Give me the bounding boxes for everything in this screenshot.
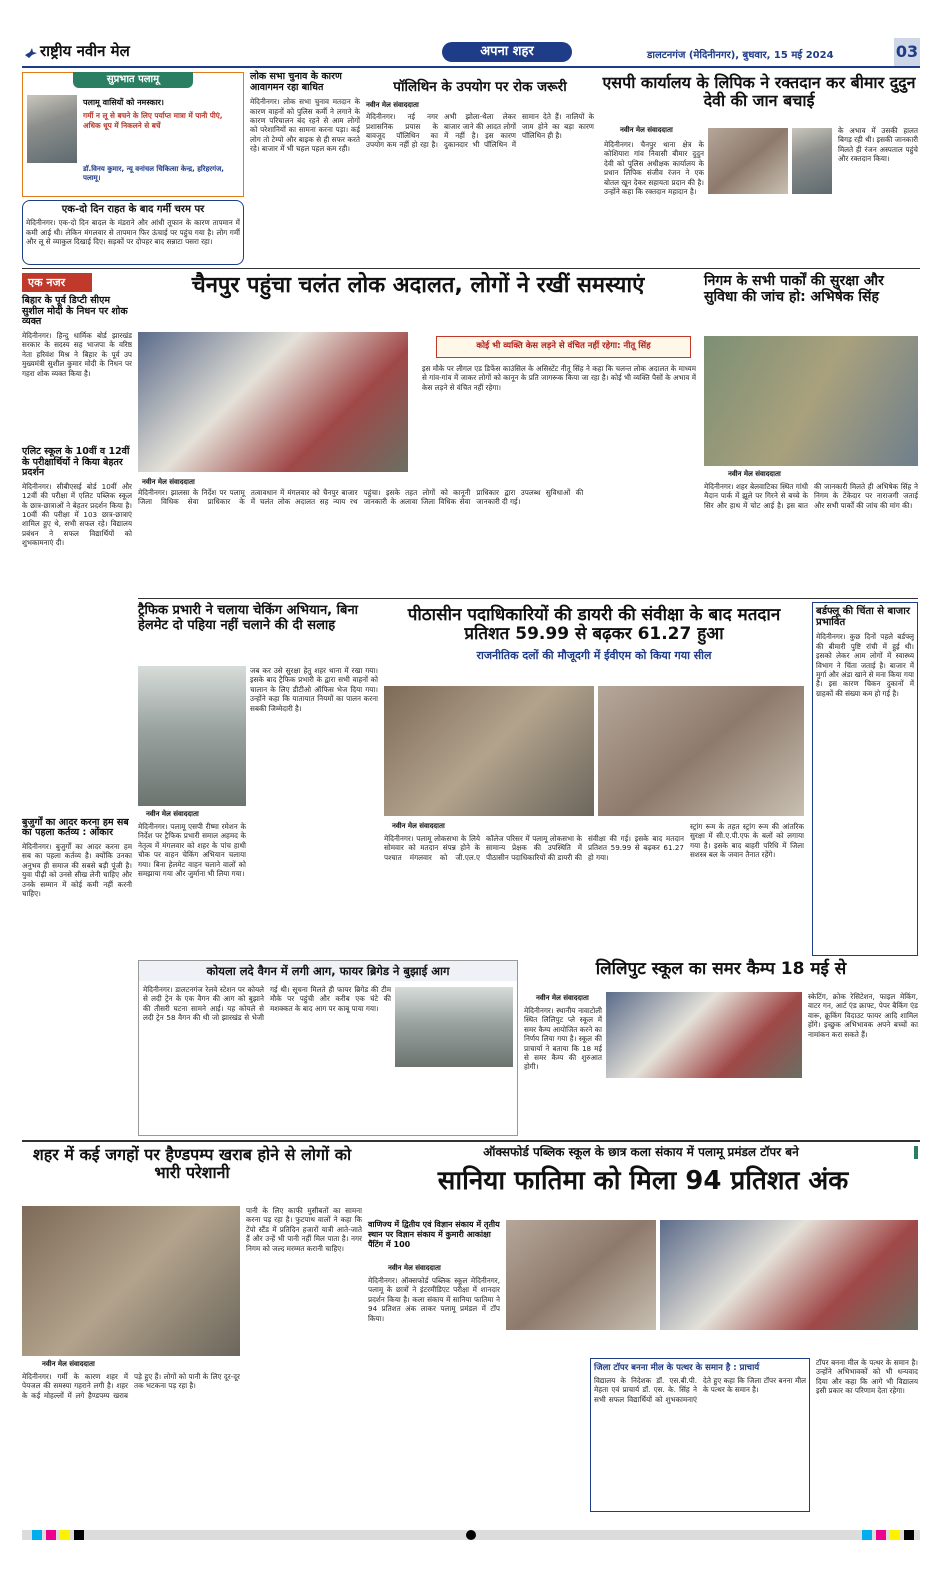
ek-nazar-body-2: मेदिनीनगर। सीबीएसई बोर्ड 10वीं और 12वीं की परीक्षा में एलिट पब्लिक स्कूल के छात्र-छात्राओं ने बेहतर प्रदर्शन किया है। 10वीं की परीक्षा में 103 छात्र-छात्राएं शामिल हुए थे, सभी सफल रहे। विद्यालय प्रबंधन ने सफल विद्यार्थियों को शुभकामनाएं दी। bbox=[22, 481, 132, 548]
liliput-headline: लिलिपुट स्कूल का समर कैम्प 18 मई से bbox=[595, 959, 847, 979]
traffic-byline: नवीन मेल संवाददाता bbox=[146, 810, 199, 818]
handpump-body: मेदिनीनगर। गर्मी के कारण शहर में पेयजल की समस्या गहराने लगी है। शहर के कई मोहल्लों में लगे हैण्डपम्प खराब पड़े हुए हैं। लोगों को पानी के लिए दूर-दूर तक भटकना पड़ रहा है। bbox=[22, 1372, 240, 1400]
liliput-story bbox=[524, 960, 918, 1136]
blood-body: मेदिनीनगर। चैनपुर थाना क्षेत्र के कोशियारा गांव निवासी बीमार दुदुन देवी को पुलिस अधीक्षक कार्यालय के प्रधान लिपिक संजीव रंजन ने एक बोतल खून देकर सहायता प्रदान की है। उन्होंने कहा कि रक्तदान महादान है। bbox=[604, 140, 704, 197]
ek-nazar-headline-1: बिहार के पूर्व डिप्टी सीएम सुशील मोदी के निधन पर शोक व्यक्त bbox=[22, 295, 128, 328]
masthead bbox=[22, 38, 920, 68]
lok-adalat-body: मेदिनीनगर। झालसा के निर्देश पर पलामू जिला विधिक सेवा प्राधिकार के तत्वावधान में मंगलवार को चैनपुर बाजार में चलंत लोक अदालत सह न्याय रथ पहुंचा। इसके तहत लोगों को कानूनी जानकारी के अलावा जिला विधिक सेवा प्राधिकार द्वारा उपलब्ध सुविधाओं की जानकारी दी गई। bbox=[138, 488, 584, 507]
lok-adalat-byline: नवीन मेल संवाददाता bbox=[142, 478, 195, 486]
parks-body: मेदिनीनगर। शहर बेलवाटिका स्थित गांधी मैदान पार्क में झूले पर गिरने से बच्चे के सिर और हाथ में चोट आई है। इस बात की जानकारी मिलते ही अभिषेक सिंह ने निगम के टेंकेदार पर नाराजगी जताई और सभी पार्कों की जांच की मांग की। bbox=[704, 482, 918, 510]
traffic-headline: ट्रैफिक प्रभारी ने चलाया चेकिंग अभियान, बिना हेलमेट दो पहिया नहीं चलाने की दी सलाह bbox=[138, 603, 359, 633]
oxford-principal-box bbox=[590, 1358, 810, 1512]
traffic-body-right: जब कर उसे सुरक्षा हेतु शहर थाना में रखा गया। इसके बाद ट्रैफिक प्रभारी के द्वारा सभी वाहनों को चालान के लिए डीटीओ ऑफिस भेज दिया गया। उन्होंने कहा कि यातायात नियमों का पालन करना सबकी जिम्मेदारी है। bbox=[250, 666, 378, 713]
handpump-photo bbox=[22, 1206, 240, 1356]
oxford-photo-left bbox=[506, 1220, 656, 1330]
color-swatch-cyan-2 bbox=[862, 1530, 872, 1540]
oxford-headline: सानिया फातिमा को मिला 94 प्रतिशत अंक bbox=[437, 1166, 849, 1197]
blood-story bbox=[600, 74, 918, 264]
section-banner bbox=[442, 42, 572, 62]
color-swatch-cyan bbox=[32, 1530, 42, 1540]
greeting-message: गर्मी न लू से बचने के लिए पर्याप्त मात्रा में पानी पीएं, अधिक धूप में निकलने से बचें bbox=[83, 111, 223, 130]
liliput-body-right: स्केटिंग, क्रोक रेसिटेशन, फाइल मेकिंग, वाटर गन, आर्ट एंड क्राफ्ट, पेपर बैकिंग एंड वारू, क्रूकिंग विदाउट फायर आदि शामिल होंगे। इच्छुक अभिभावक अपने बच्चों का नामांकन करा सकते हैं। bbox=[808, 992, 918, 1039]
parks-photo bbox=[704, 336, 918, 466]
ek-nazar-column bbox=[22, 273, 132, 1073]
oxford-box-title: जिला टॉपर बनना मील के पत्थर के समान है : प्राचार्य bbox=[594, 1363, 760, 1373]
turnout-body: मेदिनीनगर। पलामू लोकसभा के लिये सोमवार को मतदान संपन्न होने के पश्चात मंगलवार को जी.एल.ए कॉलेज परिसर में पलामू लोकसभा के सामान्य प्रेक्षक की उपस्थिति में पीठासीन पदाधिकारियों की डायरी की संवीक्षा की गई। इसके बाद मतदान प्रतिशत 59.99 से बढ़कर 61.27 हो गया। bbox=[384, 834, 684, 862]
color-swatch-magenta-2 bbox=[876, 1530, 886, 1540]
liliput-body: मेदिनीनगर। स्थानीय नावाटोली स्थित लिलिपुट प्ले स्कूल में समर कैम्प आयोजित करने का निर्णय लिया गया है। स्कूल की प्राचार्या ने बताया कि 18 मई से समर कैम्प की शुरुआत होगी। bbox=[524, 1006, 602, 1072]
polythene-body: मेदिनीनगर। नई नगर प्रशासनिक प्रयास के बावजूद पॉलिथिन का उपयोग कम नहीं हो रहा है। अभी झोला-थैला लेकर बाजार जाने की आदत लोगों में नहीं है। इस कारण दुकानदार भी पॉलिथिन में सामान देते हैं। नालियों के जाम होने का बड़ा कारण पॉलिथिन ही है। bbox=[366, 112, 594, 150]
coal-fire-story bbox=[138, 960, 518, 1136]
oxford-body: मेदिनीनगर। ऑक्सफोर्ड पब्लिक स्कूल मेदिनीनगर, पलामू के छात्रों ने इंटरमीडिएट परीक्षा में शानदार प्रदर्शन किया है। कला संकाय में सानिया फातिमा ने 94 प्रतिशत अंक लाकर पलामू प्रमंडल में टॉप किया। bbox=[368, 1276, 500, 1323]
turnout-body-right: स्ट्रांग रूम के तहत स्ट्रांग रूम की आंतरिक सुरक्षा में सी.ए.पी.एफ के बलों को लगाया गया है। इसके बाद बाहरी परिधि में जिला सशस्त्र बल के जवान तैनात रहेंगे। bbox=[690, 822, 804, 860]
coal-fire-body: मेदिनीनगर। डालटनगंज रेलवे स्टेशन पर कोयले से लदी ट्रेन के एक वैगन की आग को बुझाने की तीसरी घटना सामने आई। यह कोयले से लदी ट्रेन 58 वैगन की थी जो झारखंड से भेजी गई थी। सूचना मिलते ही फायर ब्रिगेड की टीम मौके पर पहुंची और करीब एक घंटे की मशक्कत के बाद आग पर काबू पाया गया। bbox=[143, 985, 391, 1023]
oxford-story bbox=[368, 1146, 918, 1516]
page-number: 03 bbox=[894, 38, 920, 66]
lok-adalat-headline: चैनपुर पहुंचा चलंत लोक अदालत, लोगों ने रखीं समस्याएं bbox=[191, 273, 645, 298]
ek-nazar-headline-3: बुजुर्गों का आदर करना हम सब का पहला कर्तव्य : ओंकार bbox=[22, 816, 129, 839]
turnout-story bbox=[384, 606, 804, 956]
coal-fire-headline: कोयला लदे वैगन में लगी आग, फायर ब्रिगेड ने बुझाई आग bbox=[206, 964, 450, 978]
greeting-title-bar bbox=[73, 72, 193, 88]
bird-flu-body: मेदिनीनगर। कुछ दिनों पहले बर्डफ्लू की बीमारी पुष्टि रांची में हुई थी। इसको लेकर आम लोगों में स्वास्थ्य विभाग ने चिंता जताई है। बाजार में मुर्गा और अंडा खाने से मना किया गया है। इस कारण चिकन दुकानों में ग्राहकों की संख्या कम हो गई है। bbox=[816, 632, 914, 698]
bird-flu-box bbox=[812, 602, 918, 956]
blood-body-2: के अभाव में उसकी हालत बिगड़ रही थी। इसकी जानकारी मिलते ही रंजन अस्पताल पहुंचे और रक्तदान किया। bbox=[838, 126, 918, 164]
coal-fire-photo bbox=[395, 987, 513, 1067]
blood-byline: नवीन मेल संवाददाता bbox=[620, 126, 673, 134]
greeting-signature: डॉ.विनय कुमार, न्यू वनांचल चिकित्सा केन्द्र, हरिहरगंज, पलामू। bbox=[83, 165, 224, 182]
handpump-story bbox=[22, 1146, 362, 1516]
handpump-body-right: पानी के लिए काफी मुसीबतों का सामना करना पड़ रहा है। फुटपाथ वालों ने कहा कि टेंपो स्टैंड में प्रतिदिन हजारों यात्री आते-जाते हैं और उन्हें भी पानी नहीं मिल पाता है। नगर निगम को जल्द मरम्मत करानी चाहिए। bbox=[246, 1206, 362, 1253]
registration-mark-icon bbox=[466, 1530, 476, 1540]
ek-nazar-body-3: मेदिनीनगर। बुजुर्गों का आदर करना हम सब का पहला कर्तव्य है। क्योंकि उनका अनुभव ही समाज की सबसे बड़ी पूंजी है। युवा पीढ़ी को उनसे सीख लेनी चाहिए और उनके सम्मान में कोई कमी नहीं करनी चाहिए। bbox=[22, 842, 132, 899]
print-color-bar bbox=[22, 1530, 920, 1540]
liliput-photo bbox=[606, 992, 802, 1078]
handpump-headline: शहर में कई जगहों पर हैण्डपम्प खराब होने से लोगों को भारी परेशानी bbox=[32, 1145, 352, 1182]
paper-name: राष्ट्रीय नवीन मेल bbox=[40, 42, 130, 60]
greeting-title: सुप्रभात पलामू bbox=[106, 74, 160, 85]
handpump-byline: नवीन मेल संवाददाता bbox=[42, 1360, 95, 1368]
polythene-story bbox=[366, 80, 594, 265]
coal-fire-headline-bar bbox=[139, 961, 517, 981]
greeting-salute: पलामू वासियों को नमस्कार। bbox=[83, 98, 164, 107]
ek-nazar-headline-2: एलिट स्कूल के 10वीं व 12वीं के परीक्षार्थियों ने किया बेहतर प्रदर्शन bbox=[22, 445, 130, 479]
turnout-subhead: राजनीतिक दलों की मौजूदगी में ईवीएम को किया गया सील bbox=[476, 649, 712, 663]
oxford-kicker: ऑक्सफोर्ड पब्लिक स्कूल के छात्र कला संकाय में पलामू प्रमंडल टॉपर बने bbox=[368, 1146, 918, 1159]
doctor-photo bbox=[27, 95, 77, 163]
oxford-box-body: विद्यालय के निदेशक डॉ. एस.बी.पी. मेहता एवं प्राचार्य डॉ. एस. के. सिंह ने सभी सफल विद्यार्थियों को शुभकामनाएं देते हुए कहा कि जिला टॉपर बनना मील के पत्थर के समान है। bbox=[594, 1376, 806, 1404]
divider-mid-1 bbox=[138, 598, 918, 599]
election-headline: लोक सभा चुनाव के कारण आवागमन रहा बाधित bbox=[250, 71, 342, 93]
color-swatch-yellow bbox=[60, 1530, 70, 1540]
election-story bbox=[250, 72, 360, 262]
turnout-photo-left bbox=[384, 686, 594, 816]
ek-nazar-label: एक नजर bbox=[22, 273, 92, 292]
liliput-byline: नवीन मेल संवाददाता bbox=[536, 994, 589, 1002]
parks-story bbox=[704, 274, 918, 594]
section-title: अपना शहर bbox=[480, 44, 534, 59]
election-body: मेदिनीनगर। लोक सभा चुनाव मतदान के कारण वाहनों को पुलिस कर्मी ने लगाने के कारण परिचालन बंद रहने से आम लोगों को परेशानियों का सामना करना पड़ा। कई लोग तो टेम्पो और बाइक से ही सफर करते रहे। बाजार में भी चहल पहल कम रही। bbox=[250, 97, 360, 154]
oxford-byline: नवीन मेल संवाददाता bbox=[388, 1264, 441, 1272]
ek-nazar-body-1: मेदिनीनगर। हिन्दु धार्मिक बोर्ड झारखंड सरकार के सदस्य सह भाजपा के वरिष्ठ नेता हरिवंश मिश्र ने बिहार के पूर्व उप मुख्यमंत्री सुशील कुमार मोदी के निधन पर गहरा शोक व्यक्त किया है। bbox=[22, 330, 132, 378]
bird-logo-icon bbox=[24, 44, 38, 56]
lok-adalat-story bbox=[138, 274, 698, 594]
heat-headline: एक-दो दिन राहत के बाद गर्मी चरम पर bbox=[61, 204, 205, 215]
lok-adalat-photo bbox=[138, 332, 408, 472]
oxford-photo-right bbox=[660, 1220, 918, 1330]
traffic-body: मेदिनीनगर। पलामू एसपी रीष्मा रमेशन के निर्देश पर ट्रैफिक प्रभारी समाल अहमद के नेतृत्व में मंगलवार को शहर के पांच हाथी चौक पर वाहन चेकिंग अभियान चलाया गया। बिना हेलमेट वाहन चलाने वालों को समझाया गया और जुर्माना भी लिया गया। bbox=[138, 822, 246, 879]
dateline: डालटनगंज (मेदिनीनगर), बुधवार, 15 मई 2024 bbox=[647, 50, 834, 61]
traffic-story bbox=[138, 604, 378, 954]
color-swatch-black-2 bbox=[904, 1530, 914, 1540]
blood-photo-right bbox=[792, 128, 832, 194]
blood-photo-left bbox=[708, 128, 788, 194]
bird-flu-headline: बर्डफ्लू की चिंता से बाजार प्रभावित bbox=[816, 606, 910, 629]
parks-byline: नवीन मेल संवाददाता bbox=[728, 470, 781, 478]
turnout-photo-right bbox=[598, 686, 804, 816]
polythene-byline: नवीन मेल संवाददाता bbox=[366, 101, 419, 110]
lok-adalat-quote: कोई भी व्यक्ति केस लड़ने से वंचित नहीं रहेगा: नीतू सिंह bbox=[436, 336, 691, 358]
greeting-box bbox=[22, 72, 244, 197]
divider-mid-2 bbox=[22, 1140, 920, 1142]
divider-top bbox=[22, 268, 920, 269]
heat-body: मेदिनीनगर। एक-दो दिन बादल के मंडराने और आंधी तूफान के कारण तापमान में कमी आई थी। लेकिन मंगलवार से तापमान फिर ऊंचाई पर पहुंच गया है। लोग गर्मी और लू से व्याकुल दिखाई दिए। सड़कों पर दोपहर बाद सन्नाटा पसरा रहा। bbox=[26, 218, 240, 246]
blood-headline: एसपी कार्यालय के लिपिक ने रक्तदान कर बीमार दुदुन देवी की जान बचाई bbox=[602, 73, 916, 110]
oxford-subhead: वाणिज्य में द्वितीय एवं विज्ञान संकाय में तृतीय स्थान पर विज्ञान संकाय में कुमारी आकांक्षा पैंटिंग में 100 bbox=[368, 1220, 500, 1249]
lok-adalat-body-right: इस मौके पर लीगल एड डिफेंस काउंसिल के असिस्टेंट नीतू सिंह ने कहा कि चलन्त लोक अदालत के माध्यम से गांव-गांव में जाकर लोगों को कानून के प्रति जागरूक किया जा रहा है। कोई भी व्यक्ति पैसों के अभाव में केस लड़ने से वंचित नहीं रहेगा। bbox=[422, 364, 696, 392]
heat-story bbox=[22, 200, 244, 265]
oxford-body-right: टॉपर बनना मील के पत्थर के समान है। उन्होंने अभिभावकों को भी धन्यवाद दिया और कहा कि आगे भी विद्यालय इसी प्रकार का परिणाम देता रहेगा। bbox=[816, 1358, 918, 1396]
color-swatch-yellow-2 bbox=[890, 1530, 900, 1540]
parks-headline: निगम के सभी पार्कों की सुरक्षा और सुविधा की जांच हो: अभिषेक सिंह bbox=[704, 273, 884, 305]
polythene-headline: पॉलिथिन के उपयोग पर रोक जरूरी bbox=[393, 79, 567, 95]
turnout-headline: पीठासीन पदाधिकारियों की डायरी की संवीक्षा के बाद मतदान प्रतिशत 59.99 से बढ़कर 61.27 हुआ bbox=[407, 605, 781, 645]
color-swatch-magenta bbox=[46, 1530, 56, 1540]
turnout-byline: नवीन मेल संवाददाता bbox=[392, 822, 445, 830]
color-swatch-black bbox=[74, 1530, 84, 1540]
traffic-photo bbox=[138, 666, 246, 806]
